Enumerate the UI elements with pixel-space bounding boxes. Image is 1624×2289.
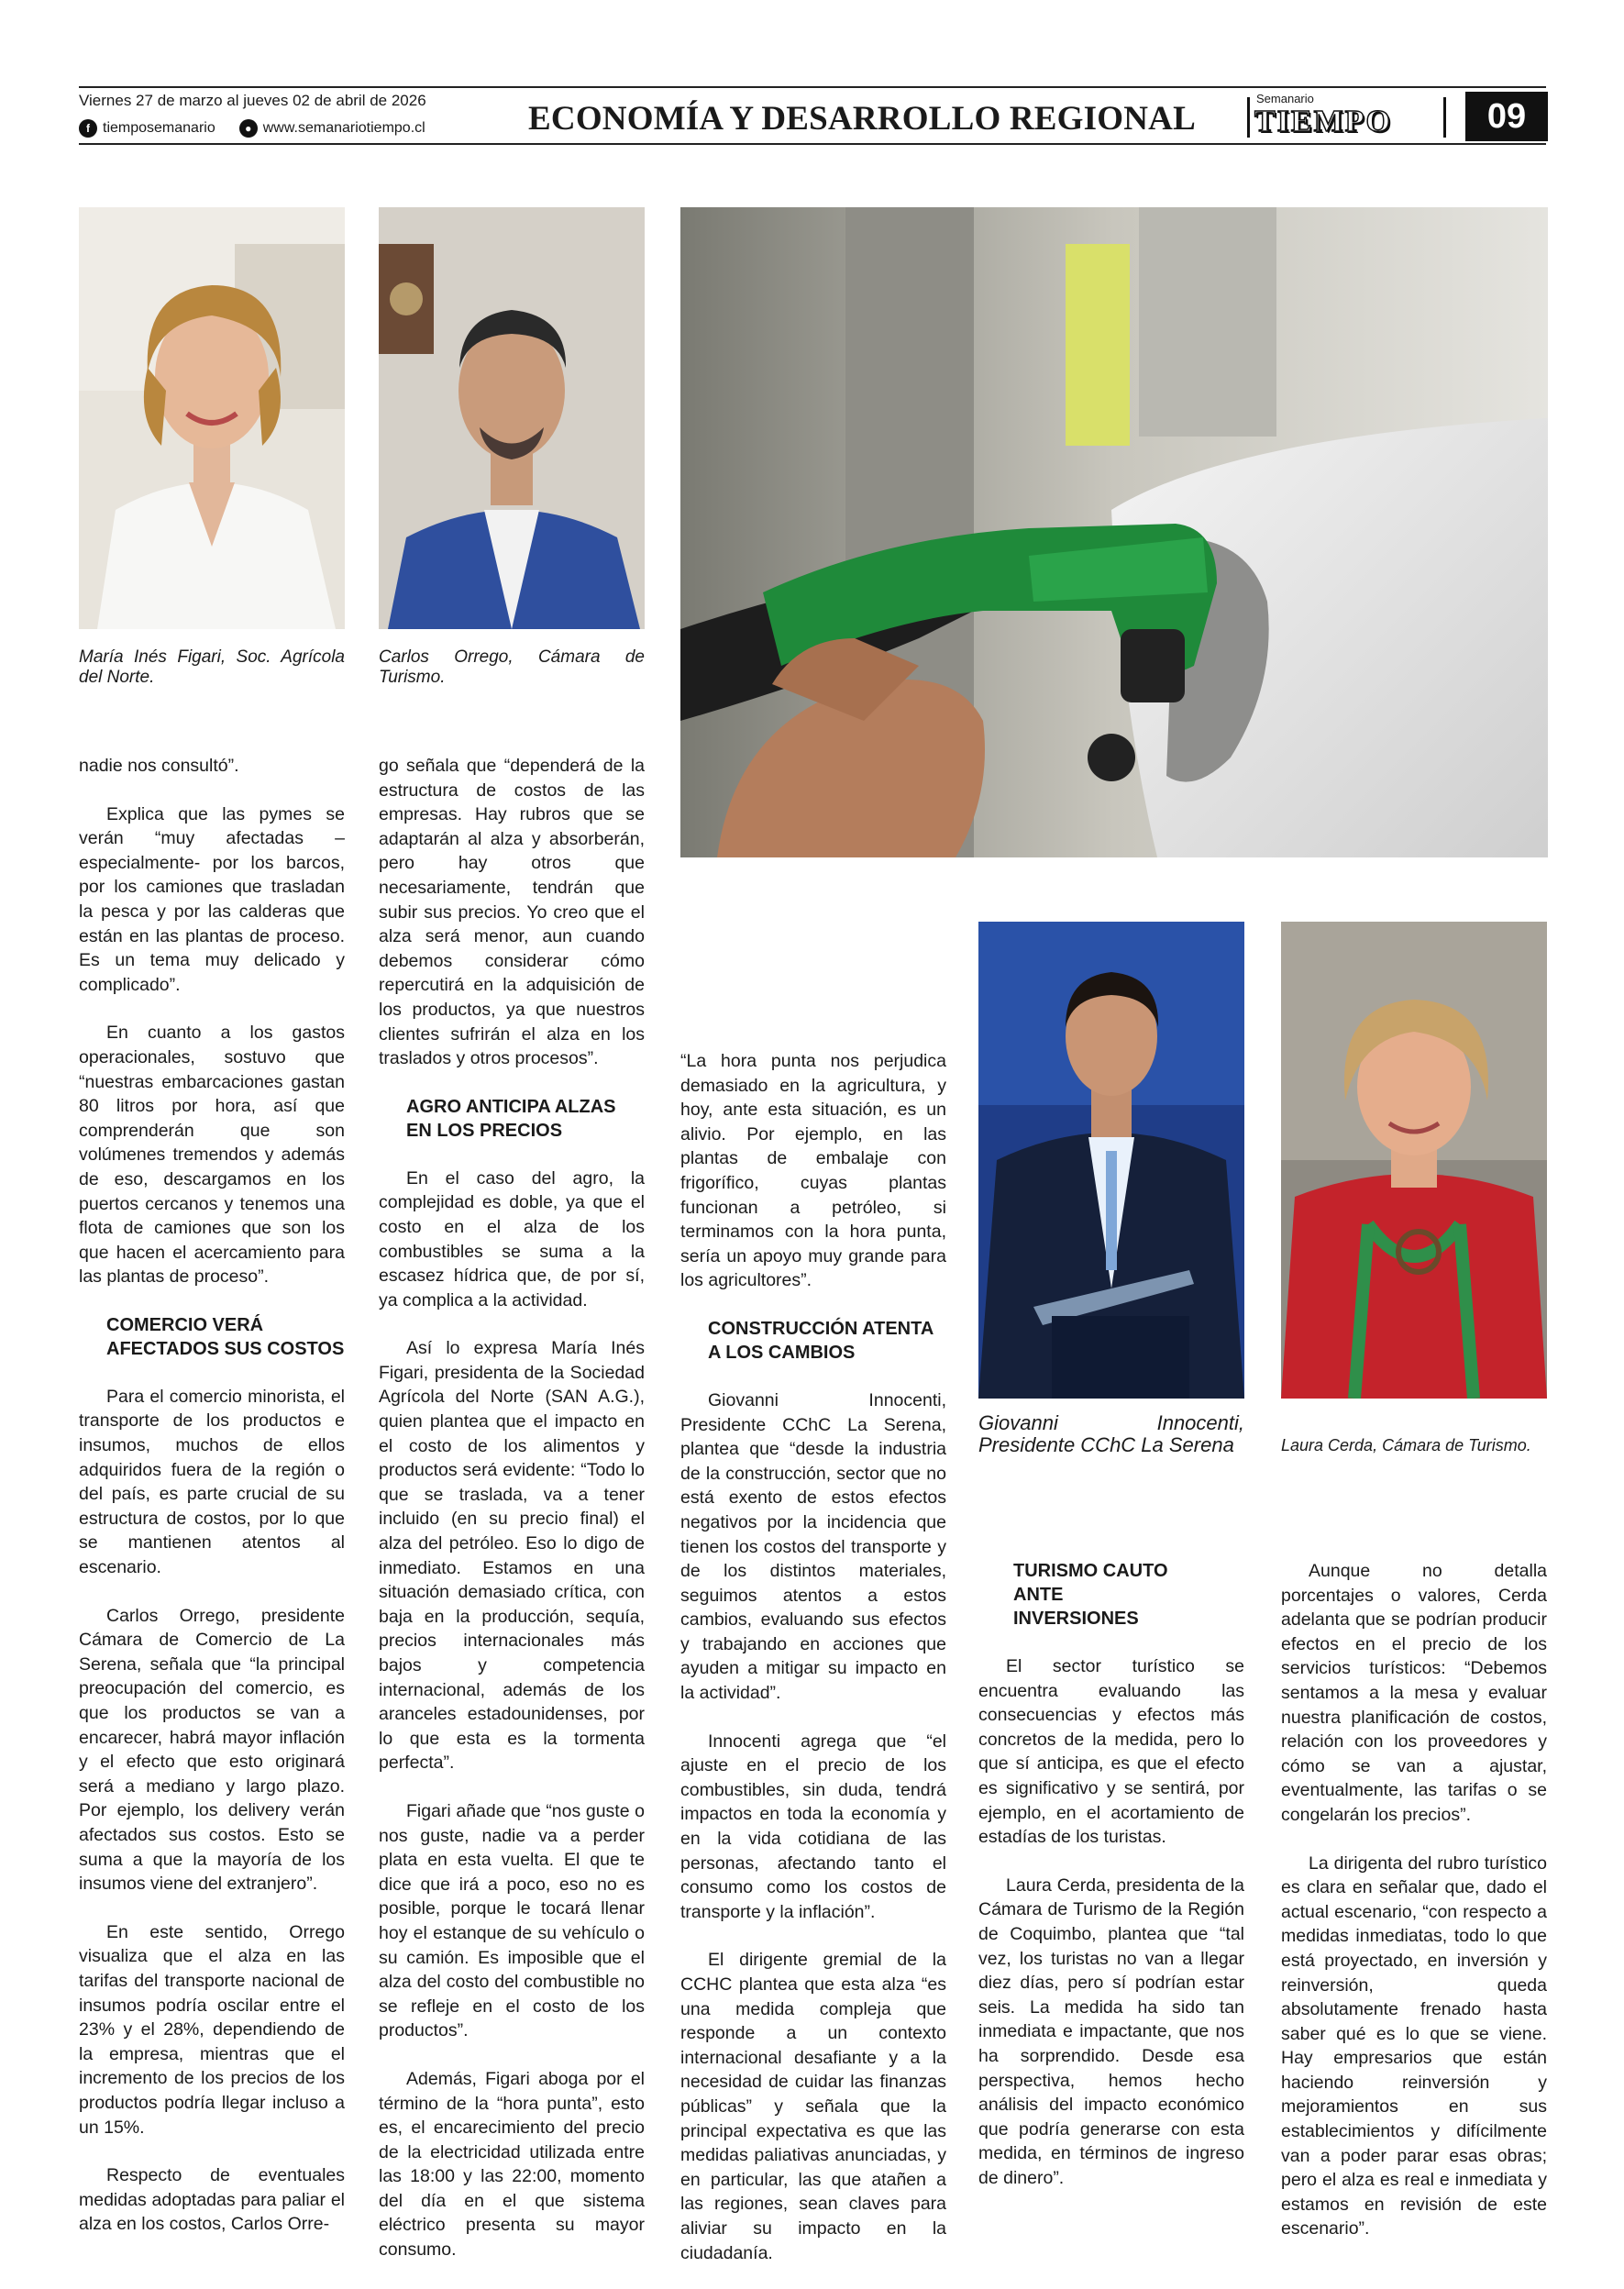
- col1-paragraph: Carlos Orrego, presidente Cámara de Comercio de La Serena, señala que “la principal preocupación del comercio, es que los productos se van a encarecer, habrá mayor inflación y el efecto que esto originará será a mediano y largo plazo. Por ejemplo, los delivery verán afectados sus costos. Esto se suma a que la mayoría de los insumos viene del extranjero”.: [79, 1605, 345, 1895]
- facebook-link[interactable]: [79, 119, 215, 138]
- article-column-1: [79, 754, 345, 2261]
- globe-icon: ●: [239, 119, 258, 138]
- header-top-rule: [79, 86, 1546, 88]
- article-column-2: [379, 754, 645, 2286]
- col1-paragraph: Explica que las pymes se verán “muy afectadas –especialmente- por los barcos, por los camiones que trasladan la pesca y por las calderas que están en las plantas de proceso. Es un tema muy delicado y complicado”.: [79, 803, 345, 995]
- brand-logo: [1247, 92, 1449, 141]
- header-bottom-rule: [79, 143, 1546, 145]
- website-url: www.semanariotiempo.cl: [262, 120, 425, 136]
- col3-paragraph: Giovanni Innocenti, Presidente CChC La Serena, plantea que “desde la industria de la construcción, sector que no está exento de estos efectos negativos por la incidencia que tienen los costos del transporte y de los distintos materiales, seguimos atentos a estos cambios, evaluando sus efectos y trabajando en acciones que ayuden a mitigar su impacto en la actividad”.: [680, 1389, 946, 1704]
- article-column-4: [978, 1559, 1244, 2214]
- col2-paragraph: Así lo expresa María Inés Figari, presidenta de la Sociedad Agrícola del Norte (SAN A.G.), quien plantea que el impacto en el costo de los alimentos y productos será evidente: “Todo lo que se traslada, va a tener incluido (en su precio final) el alza del petróleo. Eso lo digo de inmediato. Estamos en una situación demasiado crítica, con baja en la producción, sequía, precios internacionales más bajos y competencia internacional, además de los aranceles estadounidenses, por lo que esta es la tormenta perfecta”.: [379, 1338, 645, 1774]
- col3-paragraph: “La hora punta nos perjudica demasiado en la agricultura, y hoy, ante esta situación, es un alivio. Por ejemplo, en las plantas de embalaje con frigorífico, cuyas plantas funcionan a petróleo, si terminamos con la hora punta, sería un apoyo muy grande para los agricultores”.: [680, 1051, 946, 1291]
- photo-cerda: [1281, 922, 1547, 1399]
- col1-paragraph: Respecto de eventuales medidas adoptadas para paliar el alza en los costos, Carlos Orre-: [79, 2165, 345, 2235]
- col1-paragraph: Para el comercio minorista, el transporte de los productos e insumos, muchos de ellos adquiridos fuera de la región o del país, es parte crucial de su estructura de costos, por lo que se mantienen atentos al escenario.: [79, 1386, 345, 1578]
- col5-paragraph: Aunque no detalla porcentajes o valores, Cerda adelanta que se podrían producir efectos en el precio de los servicios turísticos: “Debemos sentamos a la mesa y evaluar nuestra planificación de costos, relación con los proveedores y cómo se van a ajustar, eventualmente, las tarifas o se congelarán los precios”.: [1281, 1561, 1547, 1825]
- header-social: [79, 119, 425, 138]
- photo-innocenti: [978, 922, 1244, 1399]
- col3-paragraph: El dirigente gremial de la CCHC plantea que esta alza “es una medida compleja que responde a un contexto internacional desafiante y a la necesidad de cuidar las finanzas públicas” y señala que la principal expectativa es que las medidas paliativas anunciadas, y en particular, las que atañen a las regiones, sean claves para aliviar su impacto en la ciudadanía.: [680, 1950, 946, 2263]
- col4-paragraph: El sector turístico se encuentra evaluando las consecuencias y efectos más concretos de la medida, pero lo que sí anticipa, es que el efecto es significativo y se sentirá, por ejemplo, en el acortamiento de estadías de los turistas.: [978, 1656, 1244, 1848]
- brand-small-text: Semanario: [1256, 92, 1314, 105]
- brand-divider-left: [1247, 97, 1250, 138]
- issue-date: Viernes 27 de marzo al jueves 02 de abril de 2026: [79, 92, 426, 109]
- photo-orrego: [379, 207, 645, 629]
- facebook-handle: tiemposemanario: [103, 120, 215, 136]
- caption-figari: María Inés Figari, Soc. Agrícola del Norte.: [79, 647, 345, 687]
- subheading-construccion: CONSTRUCCIÓN ATENTA A LOS CAMBIOS: [708, 1318, 934, 1363]
- col5-paragraph: La dirigenta del rubro turístico es clara en señalar que, dado el actual escenario, “con respecto a medidas inmediatas, todo lo que está proyectado, en inversión y reinversión, queda absolutamente frenado hasta saber qué es lo que se viene. Hay empresarios que están haciendo reinversión y mejoramientos en sus establecimientos y difícilmente van a poder parar esas obras; pero el alza es real e inmediata y estamos en revisión de este escenario”.: [1281, 1852, 1547, 2239]
- caption-orrego: Carlos Orrego, Cámara de Turismo.: [379, 647, 645, 687]
- col1-paragraph: En cuanto a los gastos operacionales, sostuvo que “nuestras embarcaciones gastan 80 litros por hora, así que comprenderán que son volúmenes tremendos y además de eso, descargamos en los puertos cercanos y tenemos una flota de camiones que son los que hacen el acercamiento para las plantas de proceso”.: [79, 1023, 345, 1288]
- brand-divider-right: [1443, 97, 1446, 138]
- caption-innocenti: Giovanni Innocenti, Presidente CChC La Serena: [978, 1411, 1244, 1456]
- article-column-5: [1281, 1559, 1547, 2265]
- article-column-3: [680, 1049, 946, 2289]
- section-title: ECONOMÍA Y DESARROLLO REGIONAL: [528, 100, 1196, 138]
- subheading-agro: AGRO ANTICIPA ALZAS EN LOS PRECIOS: [406, 1096, 616, 1141]
- subheading-turismo: TURISMO CAUTO ANTE INVERSIONES: [1013, 1561, 1168, 1629]
- brand-name: TIEMPO: [1254, 105, 1392, 138]
- subheading-comercio: COMERCIO VERÁ AFECTADOS SUS COSTOS: [106, 1314, 345, 1359]
- col2-paragraph: Figari añade que “nos guste o nos guste, nadie va a perder plata en esta vuelta. El que te dice que irá a poco, eso no es posible, porque le tocará llenar hoy el estanque de su vehículo o su camión. Es imposible que el alza del costo del combustible no se refleje en el costo de los productos”.: [379, 1800, 645, 2041]
- col4-paragraph: Laura Cerda, presidenta de la Cámara de Turismo de la Región de Coquimbo, plantea que “tal vez, los turistas no van a llegar diez días, pero sí podrían estar seis. La medida ha sido tan inmediata e impactante, que nos ha sorprendido. Desde esa perspectiva, hemos hecho análisis del impacto económico que podría generarse con esta medida, en términos de ingreso de dinero”.: [978, 1874, 1244, 2188]
- col3-paragraph: Innocenti agrega que “el ajuste en el precio de los combustibles, sin duda, tendrá impactos en toda la economía y en la vida cotidiana de las personas, afectando tanto el consumo como los costos de transporte y la inflación”.: [680, 1731, 946, 1922]
- page-number: 09: [1465, 92, 1548, 141]
- photo-fuel-nozzle: [680, 207, 1548, 857]
- col2-paragraph: Además, Figari aboga por el término de la “hora punta”, esto es, el encarecimiento del precio de la electricidad utilizada entre las 18:00 y las 22:00, momento del día en el que sistema eléctrico presenta su mayor consumo.: [379, 2068, 645, 2261]
- photo-figari: [79, 207, 345, 629]
- col2-paragraph: go señala que “dependerá de la estructura de costos de las empresas. Hay rubros que se adaptarán al alza y absorberán, pero hay otros que necesariamente, tendrán que subir sus precios. Yo creo que el alza será menor, aun cuando debemos considerar cómo repercutirá en la adquisición de los productos, ya que nuestros clientes sufrirán el alza en los traslados y otros procesos”.: [379, 756, 645, 1069]
- col1-paragraph: nadie nos consultó”.: [79, 756, 239, 776]
- col1-paragraph: En este sentido, Orrego visualiza que el alza en las tarifas del transporte nacional de insumos podría oscilar entre el 23% y el 28%, dependiendo de la empresa, mientras que el incremento de los precios de los productos podría llegar incluso a un 15%.: [79, 1921, 345, 2138]
- caption-cerda: Laura Cerda, Cámara de Turismo.: [1281, 1436, 1531, 1454]
- col2-paragraph: En el caso del agro, la complejidad es doble, ya que el costo en el alza de los combustibles se suma a la escasez hídrica que, de por sí, ya complica a la actividad.: [379, 1167, 645, 1310]
- website-link[interactable]: [239, 119, 425, 138]
- facebook-icon: f: [79, 119, 97, 138]
